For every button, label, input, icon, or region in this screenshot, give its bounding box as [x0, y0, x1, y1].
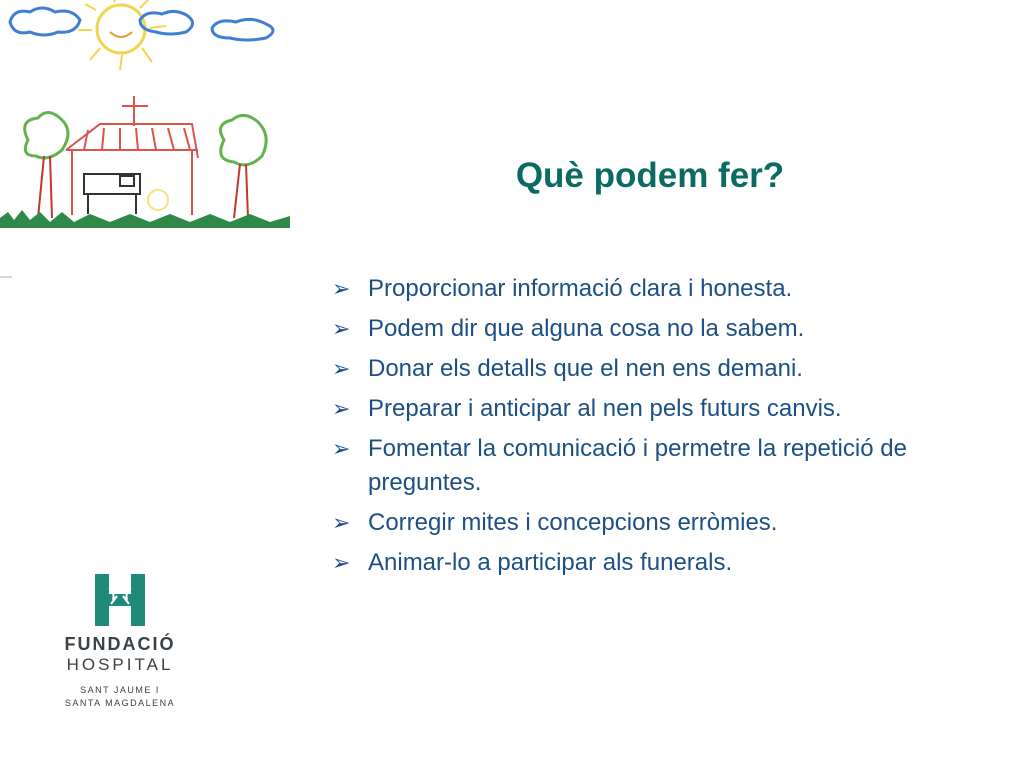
arrow-bullet-icon: ➢ — [332, 316, 351, 341]
hospital-h-hands-icon — [95, 574, 145, 626]
bullet-item — [332, 272, 992, 306]
bullet-item — [332, 506, 992, 540]
arrow-bullet-icon: ➢ — [332, 550, 351, 575]
arrow-bullet-icon: ➢ — [332, 510, 351, 535]
logo-line-hospital: HOSPITAL — [66, 655, 174, 674]
arrow-bullet-icon: ➢ — [332, 436, 351, 461]
logo-line-fundacio: FUNDACIÓ — [64, 634, 176, 654]
foundation-logo — [40, 574, 200, 724]
child-drawing-image — [0, 0, 290, 228]
bullet-text: Podem dir que alguna cosa no la sabem. — [368, 315, 805, 342]
bullet-text: Animar-lo a participar als funerals. — [368, 549, 733, 576]
bullet-list — [332, 272, 992, 586]
bullet-item — [332, 432, 992, 500]
bullet-item — [332, 392, 992, 426]
bullet-item — [332, 352, 992, 386]
side-mark — [0, 276, 12, 278]
logo-line-santa-magdalena: SANTA MAGDALENA — [64, 698, 176, 708]
arrow-bullet-icon: ➢ — [332, 396, 351, 421]
arrow-bullet-icon: ➢ — [332, 276, 351, 301]
slide-title: Què podem fer? — [515, 156, 785, 195]
bullet-text: Donar els detalls que el nen ens demani. — [368, 355, 803, 382]
bullet-item — [332, 312, 992, 346]
bullet-text: Corregir mites i concepcions erròmies. — [368, 509, 778, 536]
bullet-text: Preparar i anticipar al nen pels futurs canvis. — [368, 395, 842, 422]
bullet-item — [332, 546, 992, 580]
logo-line-sant-jaume: SANT JAUME I — [80, 685, 160, 695]
bullet-text: Fomentar la comunicació i permetre la repetició de preguntes. — [368, 435, 907, 496]
bullet-text: Proporcionar informació clara i honesta. — [368, 275, 793, 302]
arrow-bullet-icon: ➢ — [332, 356, 351, 381]
